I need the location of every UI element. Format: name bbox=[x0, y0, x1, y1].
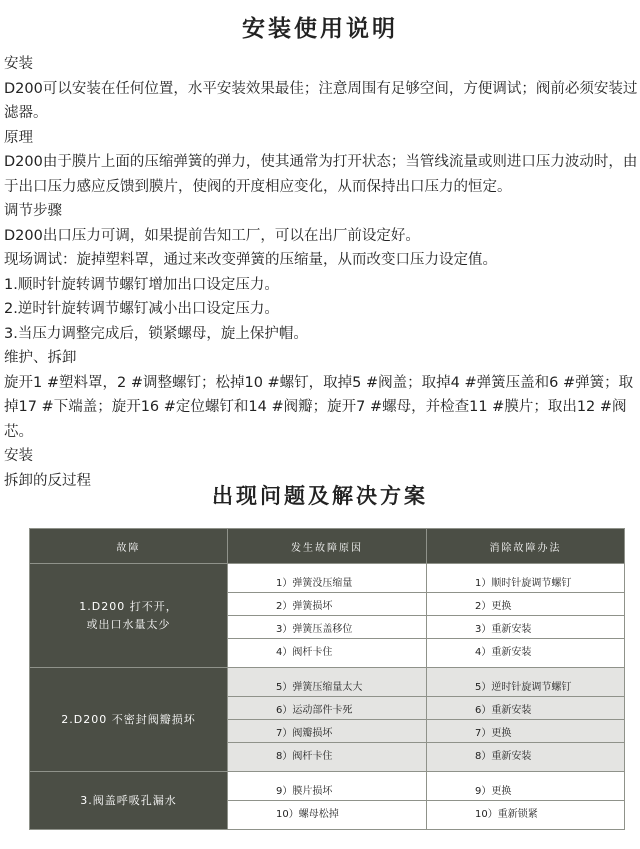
fault-text: 或出口水量太少 bbox=[86, 617, 171, 631]
remedy-cell: 5）逆时针旋调节螺钉 bbox=[427, 668, 625, 697]
remedy-cell: 6）重新安装 bbox=[427, 697, 625, 720]
cause-cell: 8）阀杆卡住 bbox=[228, 743, 427, 772]
principle-heading: 原理 bbox=[4, 129, 33, 146]
table-row bbox=[30, 772, 625, 801]
cause-cell: 1）弹簧没压缩量 bbox=[228, 564, 427, 593]
install-text: D200可以安装在任何位置，水平安装效果最佳；注意周围有足够空间，方便调试；阀前必须安装过滤器。 bbox=[4, 80, 638, 121]
header-remedy: 消除故障办法 bbox=[427, 529, 625, 564]
table-row bbox=[30, 564, 625, 593]
page-title: 安装使用说明 bbox=[242, 16, 398, 42]
maintain-text: 旋开1 #塑料罩，2 #调整螺钉；松掉10 #螺钉，取掉5 #阀盖；取掉4 #弹簧压盖和6 #弹簧；取掉17 #下端盖；旋开16 #定位螺钉和14 #阀瓣；旋开7 #螺母，并检查11 #膜片；取出12 #阀芯。 bbox=[4, 374, 634, 440]
fault-text: 2.D200 不密封阀瓣损坏 bbox=[61, 712, 196, 726]
cause-cell: 3）弹簧压盖移位 bbox=[228, 616, 427, 639]
principle-text: D200由于膜片上面的压缩弹簧的弹力，使其通常为打开状态；当管线流量或则进口压力波动时，由于出口压力感应反馈到膜片，使阀的开度相应变化，从而保持出口压力的恒定。 bbox=[4, 154, 638, 195]
cause-cell: 2）弹簧损坏 bbox=[228, 593, 427, 616]
fault-cell-3 bbox=[30, 772, 228, 830]
header-cause: 发生故障原因 bbox=[228, 529, 427, 564]
remedy-cell: 2）更换 bbox=[427, 593, 625, 616]
reinstall-heading: 安装 bbox=[4, 448, 33, 464]
maintain-heading: 维护、拆卸 bbox=[4, 350, 77, 366]
adjust-text-1: D200出口压力可调，如果提前告知工厂，可以在出厂前设定好。 bbox=[4, 227, 420, 244]
cause-cell: 6）运动部件卡死 bbox=[228, 697, 427, 720]
troubleshoot-table bbox=[29, 528, 625, 830]
fault-text: 1.D200 打不开， bbox=[79, 599, 178, 613]
install-heading: 安装 bbox=[4, 56, 33, 72]
table-row bbox=[30, 668, 625, 697]
cause-cell: 10）螺母松掉 bbox=[228, 801, 427, 830]
adjust-heading: 调节步骤 bbox=[4, 203, 62, 219]
table-header-row bbox=[30, 529, 625, 564]
remedy-cell: 8）重新安装 bbox=[427, 743, 625, 772]
fault-cell-1 bbox=[30, 564, 228, 668]
cause-cell: 9）膜片损坏 bbox=[228, 772, 427, 801]
adjust-step-1: 1.顺时针旋转调节螺钉增加出口设定压力。 bbox=[4, 276, 279, 293]
remedy-cell: 3）重新安装 bbox=[427, 616, 625, 639]
reinstall-text: 拆卸的反过程 bbox=[4, 472, 91, 489]
cause-cell: 5）弹簧压缩量太大 bbox=[228, 668, 427, 697]
header-fault: 故障 bbox=[30, 529, 228, 564]
remedy-cell: 7）更换 bbox=[427, 720, 625, 743]
remedy-cell: 1）顺时针旋调节螺钉 bbox=[427, 564, 625, 593]
adjust-step-3: 3.当压力调整完成后，锁紧螺母，旋上保护帽。 bbox=[4, 325, 308, 342]
adjust-text-2: 现场调试：旋掉塑料罩，通过来改变弹簧的压缩量，从而改变口压力设定值。 bbox=[4, 252, 497, 268]
fault-cell-2 bbox=[30, 668, 228, 772]
remedy-cell: 4）重新安装 bbox=[427, 639, 625, 668]
remedy-cell: 9）更换 bbox=[427, 772, 625, 801]
adjust-step-2: 2.逆时针旋转调节螺钉减小出口设定压力。 bbox=[4, 301, 279, 317]
instructions bbox=[4, 52, 638, 493]
cause-cell: 7）阀瓣损坏 bbox=[228, 720, 427, 743]
cause-cell: 4）阀杆卡住 bbox=[228, 639, 427, 668]
troubleshoot-title: 出现问题及解决方案 bbox=[212, 484, 428, 508]
remedy-cell: 10）重新锁紧 bbox=[427, 801, 625, 830]
fault-text: 3.阀盖呼吸孔漏水 bbox=[80, 793, 177, 807]
